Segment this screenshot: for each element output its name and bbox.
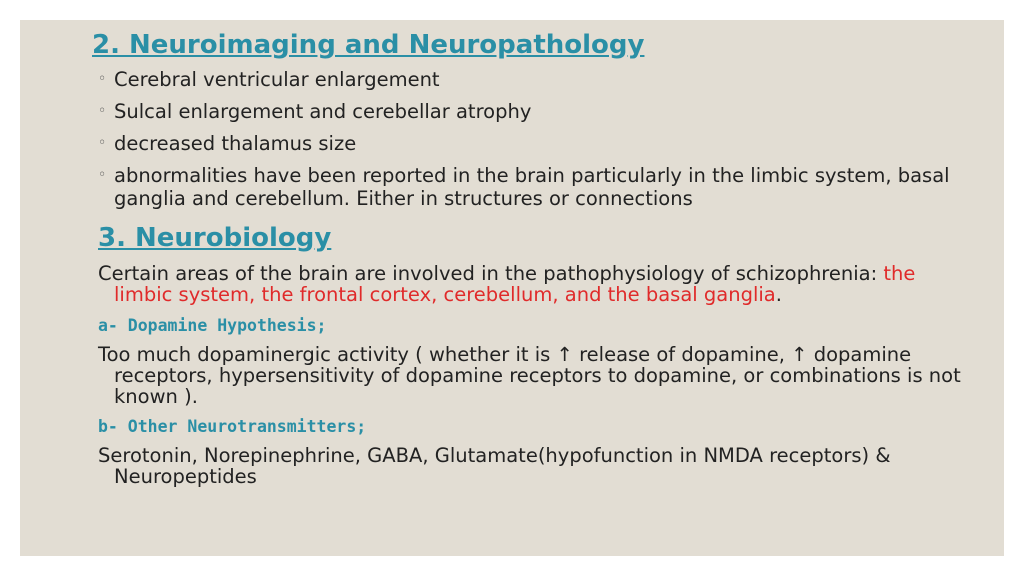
intro-text: Certain areas of the brain are involved in the pathophysiology of schizophrenia:	[98, 262, 878, 285]
dopamine-hypothesis-heading: a- Dopamine Hypothesis;	[98, 316, 327, 335]
section-3-title: 3. Neurobiology	[98, 223, 332, 253]
section-2-title: 2. Neuroimaging and Neuropathology	[92, 30, 645, 60]
slide	[20, 20, 1004, 556]
bullet-circle-icon: ◦	[98, 103, 107, 119]
neurobiology-intro	[98, 263, 978, 305]
other-neurotransmitters-heading: b- Other Neurotransmitters;	[98, 417, 367, 436]
bullet-list	[98, 68, 978, 219]
bullet-item	[98, 132, 978, 155]
dopamine-hypothesis-text: Too much dopaminergic activity ( whether it is ↑ release of dopamine, ↑ dopamine receptors, hypersensitivity of dopamine receptors to dopamine, or combinations is not known ).	[98, 343, 961, 408]
bullet-text: Cerebral ventricular enlargement	[114, 68, 440, 91]
bullet-circle-icon: ◦	[98, 71, 107, 87]
brain-areas-highlight: the limbic system, the frontal cortex, cerebellum, and the basal ganglia	[114, 262, 916, 306]
bullet-item	[98, 68, 978, 91]
other-neurotransmitters-text: Serotonin, Norepinephrine, GABA, Glutamate(hypofunction in NMDA receptors) & Neuropeptides	[98, 444, 891, 488]
bullet-item	[98, 164, 978, 210]
bullet-text: abnormalities have been reported in the brain particularly in the limbic system, basal ganglia and cerebellum. Either in structures or connections	[114, 164, 950, 210]
bullet-item	[98, 100, 978, 123]
intro-end: .	[775, 283, 782, 306]
bullet-text: Sulcal enlargement and cerebellar atrophy	[114, 100, 532, 123]
bullet-circle-icon: ◦	[98, 167, 107, 183]
bullet-circle-icon: ◦	[98, 135, 107, 151]
bullet-text: decreased thalamus size	[114, 132, 357, 155]
